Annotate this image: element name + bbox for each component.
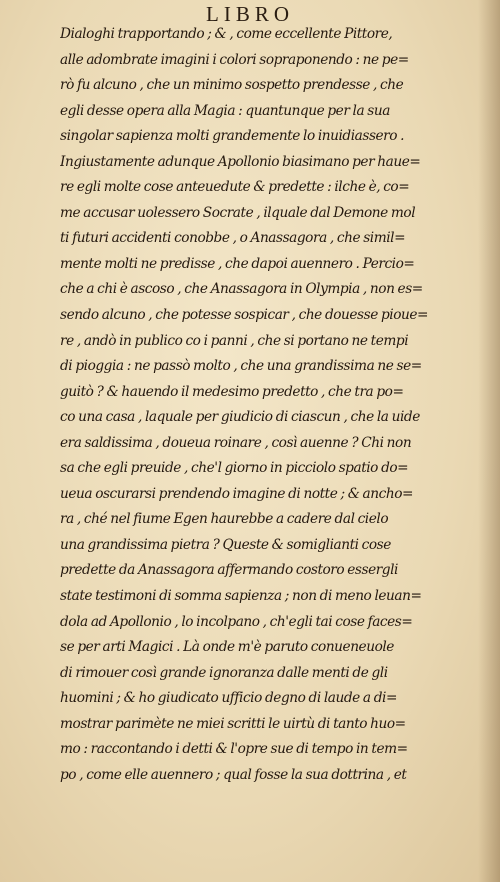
text-line: guitò ? & hauendo il medesimo predetto , che tra po= (60, 383, 404, 400)
text-line: me accusar uolessero Socrate , ilquale dal Demone mol (60, 204, 416, 221)
text-line: ti futuri accidenti conobbe , o Anassagora , che simil= (60, 230, 406, 247)
text-line: state testimoni di somma sapienza ; non di meno leuan= (60, 588, 422, 605)
text-line: mo : raccontando i detti & l'opre sue di tempo in tem= (60, 741, 408, 758)
page-edge-shadow (478, 0, 500, 882)
running-title: LIBRO (206, 2, 294, 26)
text-line: ra , ché nel fiume Egen haurebbe a cadere dal cielo (60, 511, 389, 528)
text-line: rò fu alcuno , che un minimo sospetto prendesse , che (60, 77, 404, 94)
text-line: di pioggia : ne passò molto , che una grandissima ne se= (60, 358, 422, 375)
text-line: alle adombrate imagini i colori sopraponendo : ne pe= (60, 51, 409, 68)
text-line: singolar sapienza molti grandemente lo inuidiassero . (60, 128, 405, 145)
text-line: Ingiustamente adunque Apollonio biasimano per haue= (60, 153, 421, 170)
body-text (60, 22, 476, 788)
text-line: ueua oscurarsi prendendo imagine di notte ; & ancho= (60, 485, 414, 502)
text-line: Dialoghi trapportando ; & , come eccellente Pittore, (60, 26, 393, 42)
text-line: predette da Anassagora affermando costoro essergli (60, 562, 398, 579)
text-line: sa che egli preuide , che'l giorno in picciolo spatio do= (60, 460, 409, 477)
text-line: dola ad Apollonio , lo incolpano , ch'egli tai cose faces= (60, 613, 413, 630)
text-line: huomini ; & ho giudicato ufficio degno di laude a di= (60, 690, 398, 707)
text-line: re , andò in publico co i panni , che si portano ne tempi (60, 332, 409, 349)
text-line: re egli molte cose anteuedute & predette : ilche è, co= (60, 179, 410, 196)
text-line: di rimouer così grande ignoranza dalle menti de gli (60, 664, 388, 681)
text-line: sendo alcuno , che potesse sospicar , che douesse pioue= (60, 307, 429, 324)
text-line: se per arti Magici . Là onde m'è paruto conueneuole (60, 639, 394, 656)
text-line: po , come elle auennero ; qual fosse la sua dottrina , et (60, 766, 407, 783)
text-line: era saldissima , doueua roinare , così auenne ? Chi non (60, 434, 412, 451)
text-line: una grandissima pietra ? Queste & somiglianti cose (60, 536, 391, 553)
text-line: mente molti ne predisse , che dapoi auennero . Percio= (60, 255, 415, 272)
text-line: mostrar parimète ne miei scritti le uirtù di tanto huo= (60, 715, 406, 732)
text-line: egli desse opera alla Magia : quantunque per la sua (60, 102, 390, 119)
text-line: co una casa , laquale per giudicio di ciascun , che la uide (60, 409, 420, 426)
text-line: che a chi è ascoso , che Anassagora in Olympia , non es= (60, 281, 423, 298)
